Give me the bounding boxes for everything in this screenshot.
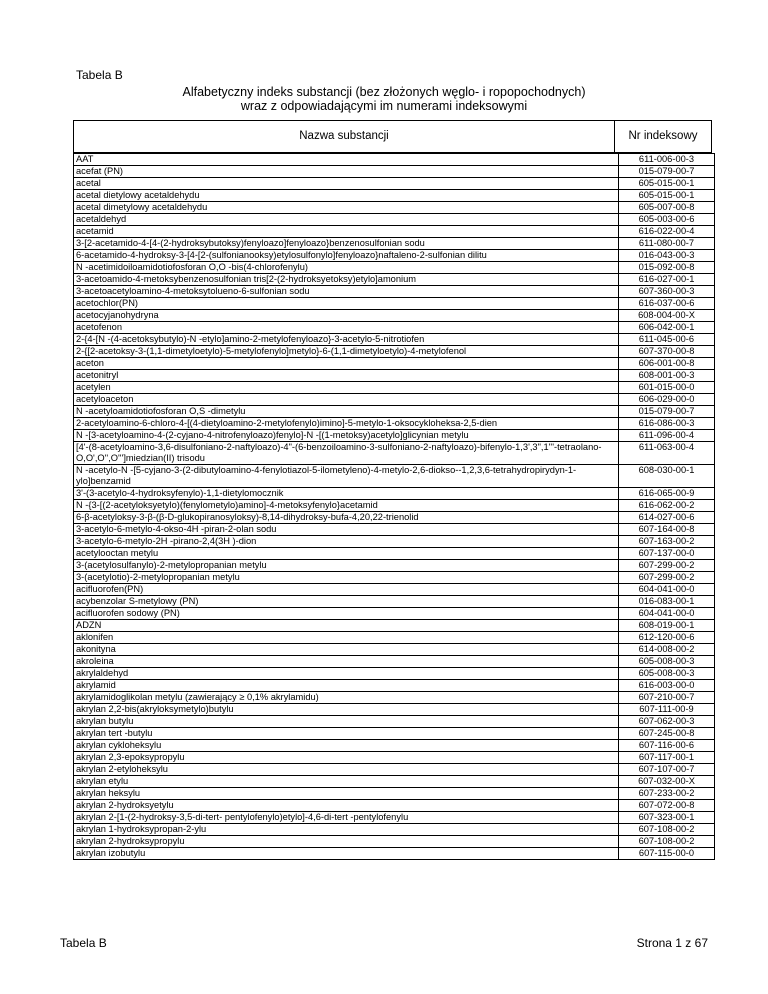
table-row xyxy=(74,286,715,298)
table-row xyxy=(74,310,715,322)
substance-name-cell: acetylen xyxy=(74,382,619,394)
substance-name-cell: aklonifen xyxy=(74,632,619,644)
substance-name-cell: acifluorofen sodowy (PN) xyxy=(74,608,619,620)
index-number-cell: 605-015-00-1 xyxy=(619,190,715,202)
substance-name-cell: akrylan 1-hydroksypropan-2-ylu xyxy=(74,824,619,836)
table-row xyxy=(74,728,715,740)
substance-name-cell: 2-{4-[N -(4-acetoksybutylo)-N -etylo]amino-2-metylofenyloazo}-3-acetylo-5-nitrotiofen xyxy=(74,334,619,346)
table-row xyxy=(74,824,715,836)
substance-name-cell: 3-[2-acetamido-4-[4-(2-hydroksybutoksy)fenyloazo]fenyloazo}benzenosulfonian sodu xyxy=(74,238,619,250)
table-row xyxy=(74,202,715,214)
index-number-cell: 608-001-00-3 xyxy=(619,370,715,382)
table-row xyxy=(74,668,715,680)
substance-name-cell: akroleina xyxy=(74,656,619,668)
table-row xyxy=(74,836,715,848)
substance-name-cell: akrylan 2-[1-(2-hydroksy-3,5-di-tert- pentylofenylo)etylo]-4,6-di-tert -pentylofenylu xyxy=(74,812,619,824)
substance-name-cell: 3-acetylo-6-metylo-2H -pirano-2,4(3H )-dion xyxy=(74,536,619,548)
index-number-cell: 607-108-00-2 xyxy=(619,836,715,848)
index-number-cell: 607-299-00-2 xyxy=(619,560,715,572)
index-number-cell: 611-080-00-7 xyxy=(619,238,715,250)
index-number-cell: 608-004-00-X xyxy=(619,310,715,322)
table-row xyxy=(74,166,715,178)
table-row xyxy=(74,274,715,286)
table-row xyxy=(74,488,715,500)
table-row xyxy=(74,442,715,465)
substance-name-cell: acetofenon xyxy=(74,322,619,334)
table-row xyxy=(74,776,715,788)
table-row xyxy=(74,418,715,430)
table-row xyxy=(74,560,715,572)
substance-name-cell: acetocyjanohydryna xyxy=(74,310,619,322)
substance-name-cell: akrylamid xyxy=(74,680,619,692)
index-number-cell: 015-079-00-7 xyxy=(619,166,715,178)
index-number-cell: 607-115-00-0 xyxy=(619,848,715,860)
substance-name-cell: akrylamidoglikolan metylu (zawierający ≥ 0,1% akrylamidu) xyxy=(74,692,619,704)
table-row xyxy=(74,620,715,632)
index-number-cell: 611-063-00-4 xyxy=(619,442,715,465)
index-number-cell: 606-001-00-8 xyxy=(619,358,715,370)
table-row xyxy=(74,704,715,716)
table-tag: Tabela B xyxy=(76,68,123,82)
table-row xyxy=(74,752,715,764)
index-number-cell: 015-079-00-7 xyxy=(619,406,715,418)
table-row xyxy=(74,500,715,512)
index-number-cell: 606-029-00-0 xyxy=(619,394,715,406)
substance-name-cell: acetal xyxy=(74,178,619,190)
table-row xyxy=(74,190,715,202)
index-number-cell: 616-037-00-6 xyxy=(619,298,715,310)
index-number-cell: 616-022-00-4 xyxy=(619,226,715,238)
index-number-cell: 616-027-00-1 xyxy=(619,274,715,286)
index-number-cell: 607-108-00-2 xyxy=(619,824,715,836)
index-number-cell: 607-245-00-8 xyxy=(619,728,715,740)
table-row xyxy=(74,334,715,346)
substance-name-cell: akrylan 2-etyloheksylu xyxy=(74,764,619,776)
substance-name-cell: acetal dimetylowy acetaldehydu xyxy=(74,202,619,214)
page-title xyxy=(0,85,768,113)
index-number-cell: 608-019-00-1 xyxy=(619,620,715,632)
index-number-cell: 605-007-00-8 xyxy=(619,202,715,214)
table-row xyxy=(74,322,715,334)
substance-name-cell: 6-acetamido-4-hydroksy-3-[4-[2-(sulfonianooksy)etylosulfonylo]fenyloazo}naftaleno-2-sulfonian dilitu xyxy=(74,250,619,262)
index-number-cell: 611-096-00-4 xyxy=(619,430,715,442)
table-row xyxy=(74,250,715,262)
index-number-cell: 607-137-00-0 xyxy=(619,548,715,560)
index-number-cell: 605-003-00-6 xyxy=(619,214,715,226)
table-row xyxy=(74,680,715,692)
footer-page-number: Strona 1 z 67 xyxy=(636,936,708,950)
index-number-cell: 607-072-00-8 xyxy=(619,800,715,812)
table-row xyxy=(74,524,715,536)
table-row xyxy=(74,644,715,656)
substance-name-cell: N -acetylo-N -[5-cyjano-3-(2-dibutyloamino-4-fenylotiazol-5-ilometyleno)-4-metylo-2,6-diokso--1,2,3,6-tetrahydropirydyn-1-ylo]benzamid xyxy=(74,465,619,488)
table-row xyxy=(74,596,715,608)
substance-name-cell: 3-acetylo-6-metylo-4-okso-4H -piran-2-olan sodu xyxy=(74,524,619,536)
index-number-cell: 607-210-00-7 xyxy=(619,692,715,704)
substance-name-cell: acetochlor(PN) xyxy=(74,298,619,310)
substance-name-cell: [4'-(8-acetyloamino-3,6-disulfoniano-2-naftyloazo)-4"-(6-benzoiloamino-3-sulfoniano-2-naftyloazo)-bifenylo-1,3',3",1'''-tetraolano-O,O',O'',O''']miedzian(II) trisodu xyxy=(74,442,619,465)
substance-name-cell: acifluorofen(PN) xyxy=(74,584,619,596)
table-row xyxy=(74,632,715,644)
index-number-cell: 616-003-00-0 xyxy=(619,680,715,692)
index-number-cell: 616-062-00-2 xyxy=(619,500,715,512)
substance-name-cell: akrylan cykloheksylu xyxy=(74,740,619,752)
index-number-cell: 614-008-00-2 xyxy=(619,644,715,656)
substance-name-cell: acetylooctan metylu xyxy=(74,548,619,560)
table-row xyxy=(74,848,715,860)
substance-name-cell: 3-acetoacetyloamino-4-metoksytolueno-6-sulfonian sodu xyxy=(74,286,619,298)
substance-name-cell: akrylan 2-hydroksypropylu xyxy=(74,836,619,848)
index-number-cell: 604-041-00-0 xyxy=(619,608,715,620)
substance-name-cell: acetal dietylowy acetaldehydu xyxy=(74,190,619,202)
index-number-cell: 612-120-00-6 xyxy=(619,632,715,644)
substance-table-body xyxy=(74,154,715,860)
substance-name-cell: akrylan tert -butylu xyxy=(74,728,619,740)
table-row xyxy=(74,584,715,596)
substance-name-cell: N -{3-[(2-acetyloksyetylo)(fenylometylo)amino]-4-metoksyfenylo}acetamid xyxy=(74,500,619,512)
table-row xyxy=(74,154,715,166)
substance-name-cell: AAT xyxy=(74,154,619,166)
index-number-cell: 607-164-00-8 xyxy=(619,524,715,536)
substance-name-cell: acetonitryl xyxy=(74,370,619,382)
table-row xyxy=(74,512,715,524)
substance-name-cell: akonityna xyxy=(74,644,619,656)
index-number-cell: 611-006-00-3 xyxy=(619,154,715,166)
substance-name-cell: akrylaldehyd xyxy=(74,668,619,680)
index-number-cell: 604-041-00-0 xyxy=(619,584,715,596)
substance-name-cell: 3-acetoamido-4-metoksybenzenosulfonian tris[2-(2-hydroksyetoksy)etylo]amonium xyxy=(74,274,619,286)
substance-name-cell: 2-{[2-acetoksy-3-(1,1-dimetyloetylo)-5-metylofenylo]metylo}-6-(1,1-dimetyloetylo)-4-metylofenol xyxy=(74,346,619,358)
table-row xyxy=(74,298,715,310)
table-row xyxy=(74,214,715,226)
index-number-cell: 605-008-00-3 xyxy=(619,668,715,680)
index-number-cell: 016-083-00-1 xyxy=(619,596,715,608)
table-row xyxy=(74,238,715,250)
table-row xyxy=(74,764,715,776)
table-row xyxy=(74,406,715,418)
substance-name-cell: akrylan izobutylu xyxy=(74,848,619,860)
table-row xyxy=(74,800,715,812)
title-line-2: wraz z odpowiadającymi im numerami indeksowymi xyxy=(240,99,528,113)
substance-name-cell: aceton xyxy=(74,358,619,370)
substance-name-cell: akrylan butylu xyxy=(74,716,619,728)
table-row xyxy=(74,548,715,560)
table-row xyxy=(74,382,715,394)
table-row xyxy=(74,346,715,358)
substance-name-cell: acetamid xyxy=(74,226,619,238)
substance-name-cell: acetyloaceton xyxy=(74,394,619,406)
table-row xyxy=(74,465,715,488)
table-row xyxy=(74,692,715,704)
index-number-cell: 606-042-00-1 xyxy=(619,322,715,334)
index-number-cell: 607-111-00-9 xyxy=(619,704,715,716)
index-number-cell: 607-370-00-8 xyxy=(619,346,715,358)
substance-name-cell: 3-(acetylotio)-2-metylopropanian metylu xyxy=(74,572,619,584)
substance-name-cell: 3-(acetylosulfanylo)-2-metylopropanian metylu xyxy=(74,560,619,572)
table-row xyxy=(74,262,715,274)
table-row xyxy=(74,226,715,238)
index-number-cell: 607-117-00-1 xyxy=(619,752,715,764)
index-number-cell: 614-027-00-6 xyxy=(619,512,715,524)
table-row xyxy=(74,430,715,442)
substance-name-cell: ADZN xyxy=(74,620,619,632)
table-row xyxy=(74,788,715,800)
substance-name-cell: acybenzolar S-metylowy (PN) xyxy=(74,596,619,608)
index-number-cell: 015-092-00-8 xyxy=(619,262,715,274)
substance-name-cell: 3'-(3-acetylo-4-hydroksyfenylo)-1,1-dietylomocznik xyxy=(74,488,619,500)
substance-name-cell: akrylan 2,2-bis(akryloksymetylo)butylu xyxy=(74,704,619,716)
substance-name-cell: akrylan etylu xyxy=(74,776,619,788)
index-number-cell: 616-086-00-3 xyxy=(619,418,715,430)
title-line-1: Alfabetyczny indeks substancji (bez złożonych węglo- i ropopochodnych) xyxy=(182,85,586,99)
index-number-cell: 607-299-00-2 xyxy=(619,572,715,584)
table-row xyxy=(74,608,715,620)
substance-name-cell: N -[3-acetyloamino-4-(2-cyjano-4-nitrofenyloazo)fenylo]-N -[(1-metoksy)acetylo]glicynian metylu xyxy=(74,430,619,442)
index-number-cell: 607-032-00-X xyxy=(619,776,715,788)
substance-name-cell: N -acetyloamidotiofosforan O,S -dimetylu xyxy=(74,406,619,418)
substance-name-cell: 2-acetyloamino-6-chloro-4-[(4-dietyloamino-2-metylofenylo)imino]-5-metylo-1-oksocykloheksa-2,5-dien xyxy=(74,418,619,430)
substance-name-cell: akrylan 2-hydroksyetylu xyxy=(74,800,619,812)
footer-table-label: Tabela B xyxy=(60,936,107,950)
column-header-number: Nr indeksowy xyxy=(628,130,698,142)
index-number-cell: 601-015-00-0 xyxy=(619,382,715,394)
index-number-cell: 616-065-00-9 xyxy=(619,488,715,500)
table-row xyxy=(74,572,715,584)
index-number-cell: 607-163-00-2 xyxy=(619,536,715,548)
index-number-cell: 607-360-00-3 xyxy=(619,286,715,298)
table-row xyxy=(74,394,715,406)
substance-name-cell: acetaldehyd xyxy=(74,214,619,226)
table-row xyxy=(74,358,715,370)
substance-name-cell: akrylan 2,3-epoksypropylu xyxy=(74,752,619,764)
table-row xyxy=(74,536,715,548)
table-row xyxy=(74,716,715,728)
substance-name-cell: N -acetimidoiloamidotiofosforan O,O -bis(4-chlorofenylu) xyxy=(74,262,619,274)
table-header xyxy=(73,120,712,153)
table-row xyxy=(74,740,715,752)
index-number-cell: 605-015-00-1 xyxy=(619,178,715,190)
index-number-cell: 608-030-00-1 xyxy=(619,465,715,488)
table-row xyxy=(74,178,715,190)
index-number-cell: 607-107-00-7 xyxy=(619,764,715,776)
table-row xyxy=(74,370,715,382)
index-number-cell: 611-045-00-6 xyxy=(619,334,715,346)
substance-table xyxy=(73,153,715,860)
column-header-name: Nazwa substancji xyxy=(74,121,615,152)
index-number-cell: 607-116-00-6 xyxy=(619,740,715,752)
table-row xyxy=(74,812,715,824)
index-number-cell: 605-008-00-3 xyxy=(619,656,715,668)
substance-name-cell: acefat (PN) xyxy=(74,166,619,178)
index-number-cell: 607-233-00-2 xyxy=(619,788,715,800)
substance-name-cell: akrylan heksylu xyxy=(74,788,619,800)
index-number-cell: 016-043-00-3 xyxy=(619,250,715,262)
index-number-cell: 607-062-00-3 xyxy=(619,716,715,728)
substance-name-cell: 6-β-acetyloksy-3-β-(β-D-glukopiranosyloksy)-8,14-dihydroksy-bufa-4,20,22-trienolid xyxy=(74,512,619,524)
table-row xyxy=(74,656,715,668)
index-number-cell: 607-323-00-1 xyxy=(619,812,715,824)
